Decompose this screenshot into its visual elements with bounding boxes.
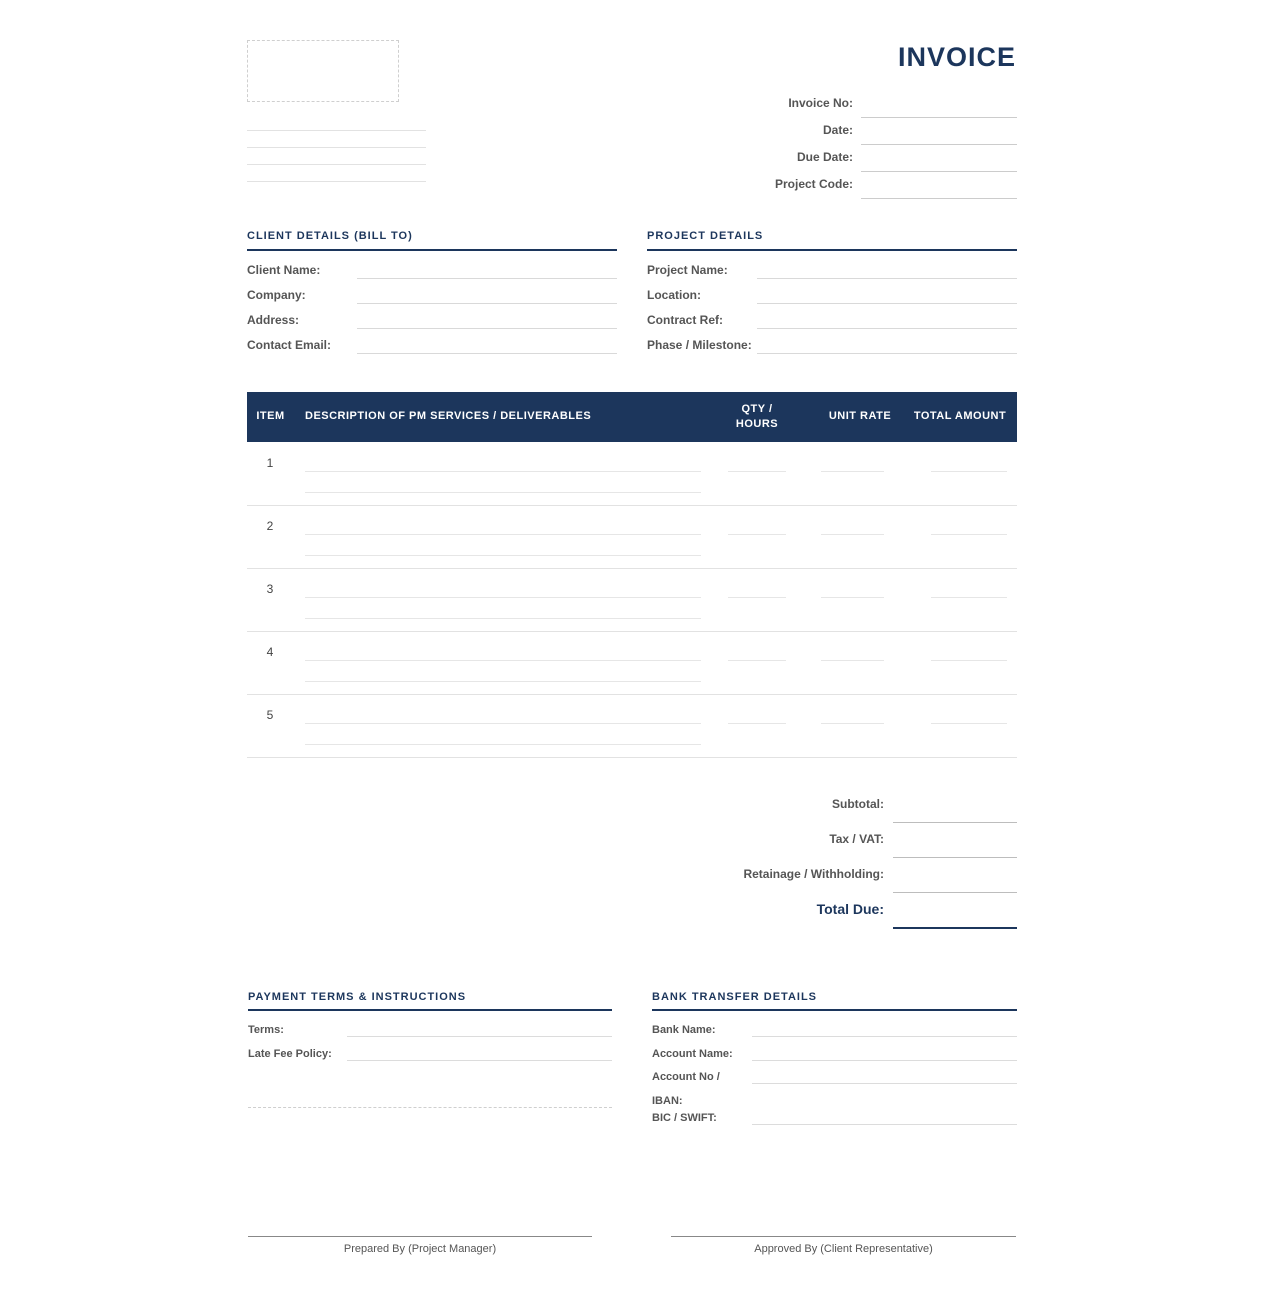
row-qty-field[interactable] xyxy=(728,597,786,598)
project-code-label: Project Code: xyxy=(774,177,853,191)
logo-placeholder[interactable] xyxy=(247,40,399,102)
row-unit-rate-field[interactable] xyxy=(821,534,884,535)
payment-notes-line[interactable] xyxy=(248,1107,612,1108)
row-item-number: 2 xyxy=(266,519,274,533)
company-address-line[interactable] xyxy=(247,164,426,165)
project-details-heading: PROJECT DETAILS xyxy=(647,230,764,242)
company-field[interactable] xyxy=(357,303,617,304)
project-name-label: Project Name: xyxy=(647,263,728,277)
col-header-qty xyxy=(727,402,787,432)
col-header-unit-rate: UNIT RATE xyxy=(828,410,892,422)
tax-vat-field[interactable] xyxy=(893,857,1017,858)
client-details-rule xyxy=(247,249,617,251)
table-row-divider xyxy=(247,694,1017,695)
subtotal-field[interactable] xyxy=(893,822,1017,823)
late-fee-field[interactable] xyxy=(347,1060,612,1061)
contract-ref-field[interactable] xyxy=(757,328,1017,329)
terms-field[interactable] xyxy=(347,1036,612,1037)
date-field[interactable] xyxy=(861,144,1017,145)
retainage-field[interactable] xyxy=(893,892,1017,893)
invoice-no-label: Invoice No: xyxy=(788,96,853,110)
row-unit-rate-field[interactable] xyxy=(821,723,884,724)
row-total-field[interactable] xyxy=(931,471,1007,472)
col-header-total-amount: TOTAL AMOUNT xyxy=(913,410,1007,422)
row-description-field[interactable] xyxy=(305,660,701,661)
project-name-field[interactable] xyxy=(757,278,1017,279)
account-no-label-line1: Account No / xyxy=(652,1071,720,1083)
phase-milestone-field[interactable] xyxy=(757,353,1017,354)
client-name-field[interactable] xyxy=(357,278,617,279)
row-description-field[interactable] xyxy=(305,492,701,493)
approved-by-caption: Approved By (Client Representative) xyxy=(754,1243,933,1255)
row-description-field[interactable] xyxy=(305,723,701,724)
col-header-qty-line1: QTY / xyxy=(741,403,773,415)
row-description-field[interactable] xyxy=(305,681,701,682)
row-qty-field[interactable] xyxy=(728,660,786,661)
client-details-heading: CLIENT DETAILS (BILL TO) xyxy=(247,230,413,242)
row-qty-field[interactable] xyxy=(728,723,786,724)
bic-swift-field[interactable] xyxy=(752,1124,1017,1125)
phase-milestone-label: Phase / Milestone: xyxy=(647,338,752,352)
row-item-number: 5 xyxy=(266,708,274,722)
col-header-description: DESCRIPTION OF PM SERVICES / DELIVERABLES xyxy=(305,410,592,422)
row-item-number: 3 xyxy=(266,582,274,596)
contact-email-label: Contact Email: xyxy=(247,338,332,352)
account-name-field[interactable] xyxy=(752,1060,1017,1061)
approved-by-signature-line[interactable] xyxy=(671,1236,1016,1237)
row-unit-rate-field[interactable] xyxy=(821,597,884,598)
location-label: Location: xyxy=(647,288,701,302)
payment-terms-rule xyxy=(248,1009,612,1011)
bank-name-field[interactable] xyxy=(752,1036,1017,1037)
row-description-field[interactable] xyxy=(305,618,701,619)
due-date-label: Due Date: xyxy=(796,150,853,164)
table-row-divider xyxy=(247,505,1017,506)
address-label: Address: xyxy=(247,313,300,327)
row-description-field[interactable] xyxy=(305,597,701,598)
location-field[interactable] xyxy=(757,303,1017,304)
total-due-field[interactable] xyxy=(893,927,1017,929)
payment-terms-heading: PAYMENT TERMS & INSTRUCTIONS xyxy=(248,991,467,1003)
company-address-line[interactable] xyxy=(247,130,426,131)
account-name-label: Account Name: xyxy=(652,1048,733,1060)
company-label: Company: xyxy=(247,288,306,302)
row-qty-field[interactable] xyxy=(728,534,786,535)
late-fee-label: Late Fee Policy: xyxy=(248,1048,332,1060)
row-total-field[interactable] xyxy=(931,534,1007,535)
row-unit-rate-field[interactable] xyxy=(821,471,884,472)
row-qty-field[interactable] xyxy=(728,471,786,472)
company-address-line[interactable] xyxy=(247,147,426,148)
total-due-label: Total Due: xyxy=(816,901,884,917)
bank-details-rule xyxy=(652,1009,1017,1011)
subtotal-label: Subtotal: xyxy=(832,797,884,811)
row-total-field[interactable] xyxy=(931,660,1007,661)
row-total-field[interactable] xyxy=(931,597,1007,598)
row-item-number: 1 xyxy=(266,456,274,470)
bank-details-heading: BANK TRANSFER DETAILS xyxy=(652,991,818,1003)
col-header-item: ITEM xyxy=(256,410,285,422)
items-table-header xyxy=(247,392,1017,442)
address-field[interactable] xyxy=(357,328,617,329)
table-row-divider xyxy=(247,568,1017,569)
terms-label: Terms: xyxy=(248,1024,284,1036)
col-header-qty-line2: HOURS xyxy=(735,418,779,430)
retainage-label: Retainage / Withholding: xyxy=(743,867,884,881)
row-unit-rate-field[interactable] xyxy=(821,660,884,661)
row-description-field[interactable] xyxy=(305,534,701,535)
invoice-no-field[interactable] xyxy=(861,117,1017,118)
company-address-line[interactable] xyxy=(247,181,426,182)
contact-email-field[interactable] xyxy=(357,353,617,354)
account-no-label-line2: IBAN: xyxy=(652,1095,683,1107)
client-name-label: Client Name: xyxy=(247,263,321,277)
table-row-divider xyxy=(247,631,1017,632)
due-date-field[interactable] xyxy=(861,171,1017,172)
project-code-field[interactable] xyxy=(861,198,1017,199)
bic-swift-label: BIC / SWIFT: xyxy=(652,1112,717,1124)
row-description-field[interactable] xyxy=(305,744,701,745)
row-description-field[interactable] xyxy=(305,471,701,472)
invoice-title: INVOICE xyxy=(897,42,1016,72)
prepared-by-caption: Prepared By (Project Manager) xyxy=(343,1243,497,1255)
date-label: Date: xyxy=(822,123,853,137)
row-description-field[interactable] xyxy=(305,555,701,556)
account-no-field[interactable] xyxy=(752,1083,1017,1084)
contract-ref-label: Contract Ref: xyxy=(647,313,724,327)
row-total-field[interactable] xyxy=(931,723,1007,724)
row-item-number: 4 xyxy=(266,645,274,659)
tax-vat-label: Tax / VAT: xyxy=(829,832,884,846)
bank-name-label: Bank Name: xyxy=(652,1024,716,1036)
table-row-divider xyxy=(247,757,1017,758)
prepared-by-signature-line[interactable] xyxy=(248,1236,592,1237)
project-details-rule xyxy=(647,249,1017,251)
